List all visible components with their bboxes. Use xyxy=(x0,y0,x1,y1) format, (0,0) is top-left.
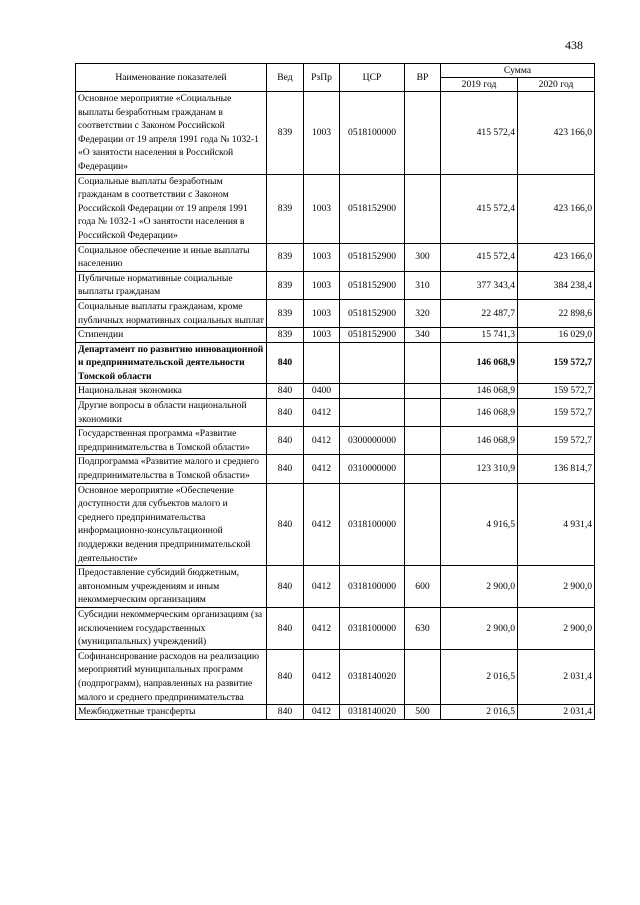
table-row xyxy=(76,299,595,327)
row-csr: 0318100000 xyxy=(340,483,405,566)
row-name: Национальная экономика xyxy=(76,384,267,399)
header-csr: ЦСР xyxy=(340,64,405,92)
row-rzpr: 0412 xyxy=(304,483,340,566)
row-vr: 340 xyxy=(405,328,441,343)
row-name: Государственная программа «Развитие предпринимательства в Томской области» xyxy=(76,427,267,455)
row-sum-2020: 2 900,0 xyxy=(518,607,595,649)
row-csr: 0300000000 xyxy=(340,427,405,455)
row-rzpr: 1003 xyxy=(304,92,340,175)
row-name: Социальные выплаты безработным гражданам в соответствии с Законом Российской Федерации от 19 апреля 1991 года № 1032-1 «О занятости населения в Российской Федерации» xyxy=(76,174,267,243)
row-vr xyxy=(405,427,441,455)
row-sum-2020: 423 166,0 xyxy=(518,174,595,243)
row-name: Основное мероприятие «Социальные выплаты безработным гражданам в соответствии с Законом Российской Федерации от 19 апреля 1991 года № 1032-1 «О занятости населения в Российской Федерации» xyxy=(76,92,267,175)
row-name: Стипендии xyxy=(76,328,267,343)
row-vr: 320 xyxy=(405,299,441,327)
row-sum-2019: 377 343,4 xyxy=(441,271,518,299)
table-row xyxy=(76,328,595,343)
row-csr: 0318100000 xyxy=(340,607,405,649)
row-sum-2020: 423 166,0 xyxy=(518,92,595,175)
row-sum-2020: 16 029,0 xyxy=(518,328,595,343)
row-vr xyxy=(405,483,441,566)
row-sum-2019: 415 572,4 xyxy=(441,92,518,175)
table-row xyxy=(76,92,595,175)
row-sum-2020: 423 166,0 xyxy=(518,243,595,271)
row-ved: 840 xyxy=(267,384,304,399)
table-header xyxy=(76,64,595,92)
row-vr xyxy=(405,399,441,427)
row-ved: 840 xyxy=(267,607,304,649)
row-name: Другие вопросы в области национальной экономики xyxy=(76,399,267,427)
row-sum-2019: 146 068,9 xyxy=(441,342,518,384)
row-csr: 0518100000 xyxy=(340,92,405,175)
row-ved: 840 xyxy=(267,342,304,384)
table-row xyxy=(76,705,595,720)
row-csr: 0318140020 xyxy=(340,705,405,720)
row-name: Департамент по развитию инновационной и предпринимательской деятельности Томской области xyxy=(76,342,267,384)
row-name: Публичные нормативные социальные выплаты гражданам xyxy=(76,271,267,299)
table-row xyxy=(76,399,595,427)
row-sum-2020: 384 238,4 xyxy=(518,271,595,299)
row-ved: 839 xyxy=(267,243,304,271)
header-name: Наименование показателей xyxy=(76,64,267,92)
row-csr: 0518152900 xyxy=(340,328,405,343)
table-row xyxy=(76,607,595,649)
row-name: Социальные выплаты гражданам, кроме публичных нормативных социальных выплат xyxy=(76,299,267,327)
row-csr xyxy=(340,399,405,427)
row-vr xyxy=(405,455,441,483)
row-vr xyxy=(405,174,441,243)
row-csr: 0518152900 xyxy=(340,174,405,243)
row-sum-2019: 2 900,0 xyxy=(441,607,518,649)
row-sum-2019: 2 900,0 xyxy=(441,566,518,608)
row-csr: 0518152900 xyxy=(340,299,405,327)
budget-table xyxy=(75,63,595,720)
row-ved: 839 xyxy=(267,328,304,343)
row-sum-2020: 136 814,7 xyxy=(518,455,595,483)
row-sum-2019: 415 572,4 xyxy=(441,243,518,271)
row-rzpr: 0400 xyxy=(304,384,340,399)
row-ved: 839 xyxy=(267,271,304,299)
header-vr: ВР xyxy=(405,64,441,92)
header-ved: Вед xyxy=(267,64,304,92)
page-number: 438 xyxy=(565,38,583,52)
row-csr: 0318140020 xyxy=(340,649,405,704)
row-csr: 0518152900 xyxy=(340,243,405,271)
row-sum-2020: 2 031,4 xyxy=(518,705,595,720)
row-name: Основное мероприятие «Обеспечение доступности для субъектов малого и среднего предпринимательства информационно-консультационной поддержки ведения предпринимательской деятельности» xyxy=(76,483,267,566)
row-sum-2019: 22 487,7 xyxy=(441,299,518,327)
row-sum-2020: 159 572,7 xyxy=(518,427,595,455)
row-vr: 600 xyxy=(405,566,441,608)
row-ved: 839 xyxy=(267,299,304,327)
table-row xyxy=(76,271,595,299)
row-sum-2020: 22 898,6 xyxy=(518,299,595,327)
row-ved: 839 xyxy=(267,174,304,243)
row-rzpr: 0412 xyxy=(304,705,340,720)
table-row xyxy=(76,427,595,455)
row-ved: 840 xyxy=(267,455,304,483)
table-row xyxy=(76,649,595,704)
row-rzpr: 0412 xyxy=(304,427,340,455)
row-ved: 840 xyxy=(267,427,304,455)
table-row xyxy=(76,455,595,483)
row-rzpr: 1003 xyxy=(304,243,340,271)
row-name: Субсидии некоммерческим организациям (за исключением государственных (муниципальных) учреждений) xyxy=(76,607,267,649)
row-rzpr xyxy=(304,342,340,384)
row-csr: 0310000000 xyxy=(340,455,405,483)
row-vr: 630 xyxy=(405,607,441,649)
row-name: Софинансирование расходов на реализацию мероприятий муниципальных программ (подпрограмм), направленных на развитие малого и среднего предпринимательства xyxy=(76,649,267,704)
table-body xyxy=(76,92,595,720)
row-csr: 0318100000 xyxy=(340,566,405,608)
row-vr: 500 xyxy=(405,705,441,720)
row-rzpr: 0412 xyxy=(304,607,340,649)
row-rzpr: 0412 xyxy=(304,649,340,704)
row-rzpr: 0412 xyxy=(304,399,340,427)
row-name: Подпрограмма «Развитие малого и среднего предпринимательства в Томской области» xyxy=(76,455,267,483)
row-sum-2019: 2 016,5 xyxy=(441,705,518,720)
row-sum-2020: 159 572,7 xyxy=(518,342,595,384)
row-vr xyxy=(405,342,441,384)
row-vr xyxy=(405,92,441,175)
row-sum-2020: 2 900,0 xyxy=(518,566,595,608)
row-rzpr: 1003 xyxy=(304,328,340,343)
row-ved: 840 xyxy=(267,483,304,566)
row-sum-2019: 15 741,3 xyxy=(441,328,518,343)
row-ved: 839 xyxy=(267,92,304,175)
row-sum-2020: 159 572,7 xyxy=(518,399,595,427)
row-name: Межбюджетные трансферты xyxy=(76,705,267,720)
row-vr xyxy=(405,649,441,704)
row-sum-2019: 2 016,5 xyxy=(441,649,518,704)
row-sum-2019: 146 068,9 xyxy=(441,427,518,455)
row-sum-2019: 146 068,9 xyxy=(441,384,518,399)
row-rzpr: 1003 xyxy=(304,271,340,299)
row-vr: 310 xyxy=(405,271,441,299)
row-sum-2020: 4 931,4 xyxy=(518,483,595,566)
row-sum-2019: 146 068,9 xyxy=(441,399,518,427)
row-vr: 300 xyxy=(405,243,441,271)
row-rzpr: 1003 xyxy=(304,299,340,327)
header-rzpr: РзПр xyxy=(304,64,340,92)
row-ved: 840 xyxy=(267,705,304,720)
row-rzpr: 0412 xyxy=(304,566,340,608)
row-csr: 0518152900 xyxy=(340,271,405,299)
row-ved: 840 xyxy=(267,566,304,608)
table-row xyxy=(76,384,595,399)
table-row xyxy=(76,566,595,608)
row-name: Социальное обеспечение и иные выплаты населению xyxy=(76,243,267,271)
table-row xyxy=(76,483,595,566)
table-row xyxy=(76,243,595,271)
row-sum-2019: 415 572,4 xyxy=(441,174,518,243)
row-sum-2019: 4 916,5 xyxy=(441,483,518,566)
row-sum-2020: 159 572,7 xyxy=(518,384,595,399)
row-sum-2020: 2 031,4 xyxy=(518,649,595,704)
row-csr xyxy=(340,384,405,399)
header-sum: Сумма xyxy=(441,64,595,78)
row-sum-2019: 123 310,9 xyxy=(441,455,518,483)
row-ved: 840 xyxy=(267,399,304,427)
row-rzpr: 1003 xyxy=(304,174,340,243)
header-2020: 2020 год xyxy=(518,78,595,92)
table-row xyxy=(76,174,595,243)
row-rzpr: 0412 xyxy=(304,455,340,483)
row-csr xyxy=(340,342,405,384)
table-row xyxy=(76,342,595,384)
row-ved: 840 xyxy=(267,649,304,704)
row-vr xyxy=(405,384,441,399)
header-2019: 2019 год xyxy=(441,78,518,92)
row-name: Предоставление субсидий бюджетным, автономным учреждениям и иным некоммерческим организациям xyxy=(76,566,267,608)
